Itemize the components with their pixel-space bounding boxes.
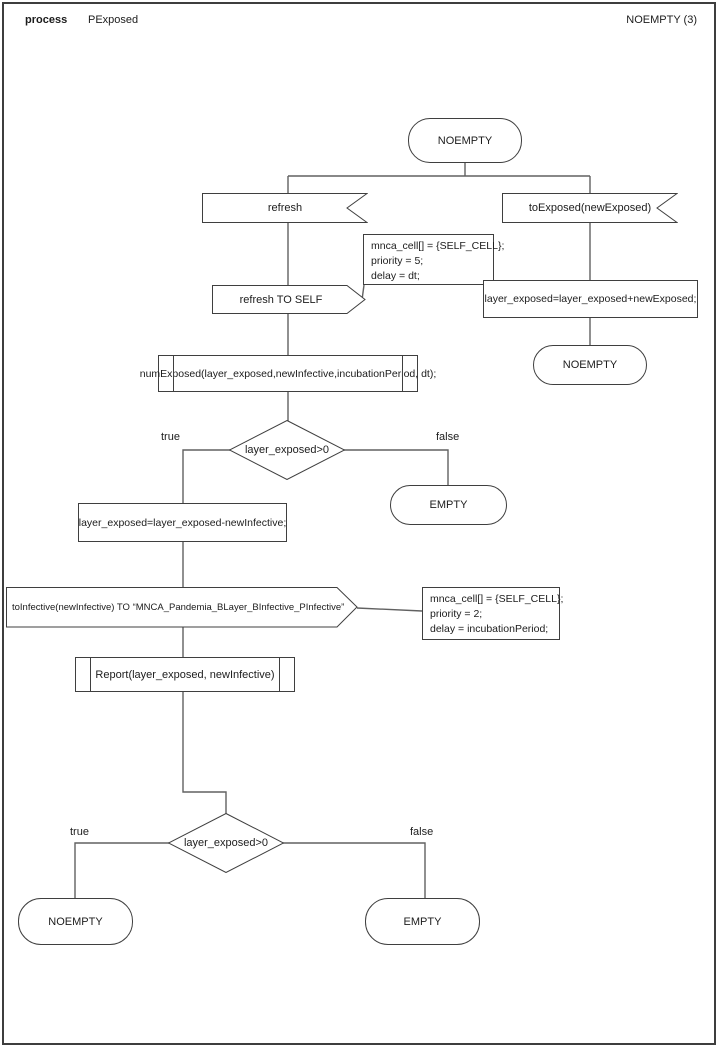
action-assign-subtract[interactable] xyxy=(78,503,287,542)
note-line: priority = 2; xyxy=(430,608,483,620)
decision-layer-exposed-bottom[interactable] xyxy=(168,813,284,873)
action-report-call[interactable] xyxy=(75,657,295,692)
numexposed-label: numExposed(layer_exposed,newInfective,incubationPeriod, dt); xyxy=(139,367,437,380)
decision-bottom-label: layer_exposed>0 xyxy=(183,837,269,849)
signal-receive-toexposed[interactable] xyxy=(502,193,678,223)
state-noempty-bottom[interactable] xyxy=(18,898,133,945)
state-start-label: NOEMPTY xyxy=(437,134,493,147)
note-line: mnca_cell[] = {SELF_CELL}; xyxy=(430,593,564,605)
edge-report-to-decision2 xyxy=(183,691,226,814)
signal-toinfective-label: toInfective(newInfective) TO “MNCA_Pandemia_BLayer_BInfective_PInfective” xyxy=(12,602,345,613)
header-state-ref: NOEMPTY (3) xyxy=(626,14,697,26)
state-empty-top[interactable] xyxy=(390,485,507,525)
edge-infective-note-link xyxy=(357,608,422,611)
state-noempty-right[interactable] xyxy=(533,345,647,385)
signal-receive-refresh[interactable] xyxy=(202,193,368,223)
report-label: Report(layer_exposed, newInfective) xyxy=(95,668,275,681)
decision-layer-exposed-top[interactable] xyxy=(229,420,345,480)
state-noempty-right-label: NOEMPTY xyxy=(562,359,618,371)
signal-toexposed-label: toExposed(newExposed) xyxy=(528,202,652,214)
edge-decision-true-to-assign xyxy=(183,450,230,504)
state-empty-bottom-label: EMPTY xyxy=(403,915,442,928)
decision-top-label: layer_exposed>0 xyxy=(244,444,330,456)
state-start-noempty[interactable] xyxy=(408,118,522,163)
header-process-name: PExposed xyxy=(88,14,139,26)
branch-false-label: false xyxy=(436,431,460,443)
signal-refresh-label: refresh xyxy=(267,202,303,214)
edge-decision-false-to-empty xyxy=(344,450,448,486)
note-refresh-params[interactable] xyxy=(363,234,505,285)
edge-decision2-false-to-empty xyxy=(283,843,425,899)
edge-decision2-true-to-noempty xyxy=(75,843,169,899)
branch-true-label: true xyxy=(161,431,180,443)
branch-true-label: true xyxy=(70,826,89,838)
note-line: delay = incubationPeriod; xyxy=(430,623,549,635)
note-line: mnca_cell[] = {SELF_CELL}; xyxy=(371,240,505,252)
signal-refresh-self-label: refresh TO SELF xyxy=(239,293,323,306)
action-assign-add[interactable] xyxy=(483,280,698,318)
signal-send-refresh-self[interactable] xyxy=(212,285,366,314)
note-line: delay = dt; xyxy=(371,270,420,282)
note-line: priority = 5; xyxy=(371,255,424,267)
action-numexposed-call[interactable] xyxy=(139,355,437,392)
state-noempty-bottom-label: NOEMPTY xyxy=(48,915,103,928)
branch-false-label: false xyxy=(410,826,434,838)
note-infective-params[interactable] xyxy=(422,587,564,640)
state-empty-top-label: EMPTY xyxy=(429,499,468,511)
assign-add-label: layer_exposed=layer_exposed+newExposed; xyxy=(484,293,697,305)
state-empty-bottom[interactable] xyxy=(365,898,480,945)
signal-send-toinfective[interactable] xyxy=(6,587,358,628)
assign-subtract-label: layer_exposed=layer_exposed-newInfective; xyxy=(78,516,287,529)
header-kind-label: process xyxy=(25,14,68,26)
